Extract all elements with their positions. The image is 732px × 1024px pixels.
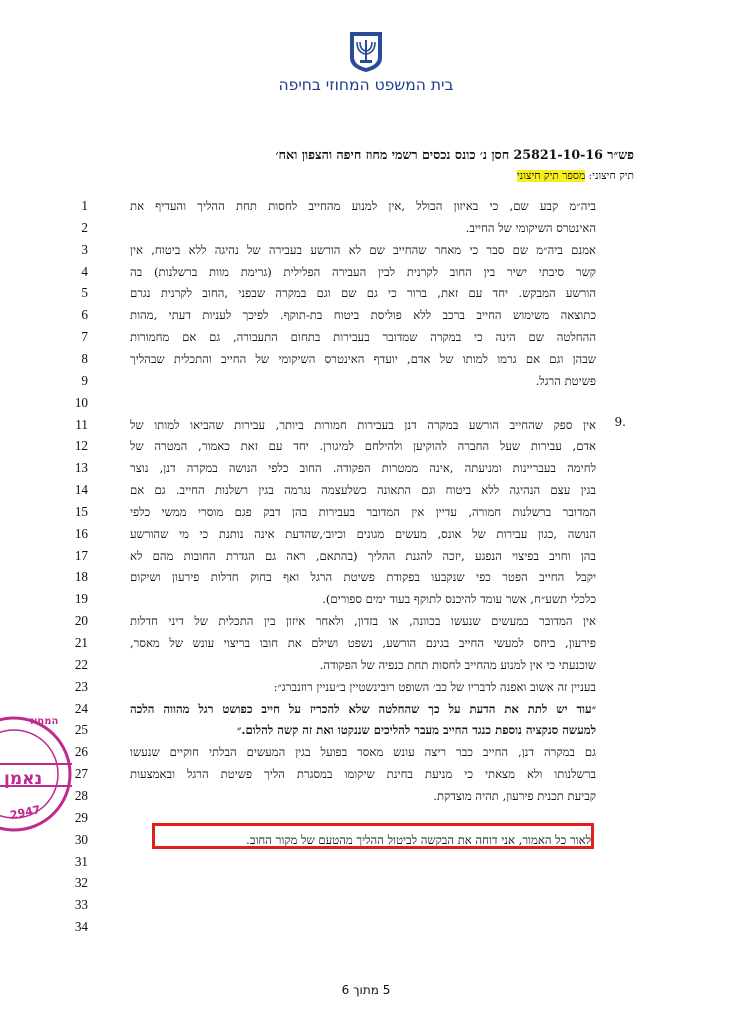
text-line: בעניין זה אשוב ואפנה לדבריו של כב׳ השופט רובינשטיין ב״עניין רוזנברג״: [273, 679, 596, 694]
text-line: כתוצאה משימוש החייב ברכב ללא פוליסת ביטוח בת-תוקף. לפיכך לעניות דעתי ,מהות [130, 308, 596, 323]
text-line: למעשה סנקציה נוספת כנגד החייב מעבר להליכים שננקטו ואת זה קשה להלום.״ [237, 723, 596, 738]
line-number: 15 [74, 503, 88, 519]
external-file-row [517, 170, 634, 182]
text-line: הורשע המבקש. יחד עם זאת, ברור כי גם שם וגם במקרה שבפני ,החוב לקרנית נגרם [130, 286, 596, 301]
highlight-box [152, 823, 594, 849]
line-number: 34 [74, 919, 88, 935]
line-number: 1 [81, 198, 88, 213]
line-number: 30 [74, 831, 88, 847]
line-number: 14 [74, 482, 88, 498]
text-line: לחימה בעבריינות ומניעתה ,אינה ממטרות הפקודה. החוב כלפי הנושה במקרה דנן, נוצר [130, 461, 596, 476]
text-line: כלכלי תשע״ח, אשר עומד להיכנס לתוקף בעוד ימים ספורים). [322, 592, 596, 607]
line-number: 17 [74, 547, 88, 563]
text-line: ברשלנותו ולא מצאתי כי מניעת בחינת שיקומו במסגרת הליך פשיטת הרגל ובאמצעות [130, 767, 596, 782]
text-line: פירעון, ביחס למעשי החייב בגינם הורשע, נשפט ושילם את חובו בריצוי עונש של מאסר, [130, 636, 596, 650]
line-number: 12 [74, 438, 88, 454]
line-number: 25 [74, 722, 88, 738]
text-line: אין ספק שהחייב הורשע במקרה דנן בעבירות חמורות ביותר, עבירות שהביאו למותו של [130, 417, 596, 432]
state-emblem-icon [348, 30, 384, 74]
page-footer: 5 מתוך 6 [341, 983, 391, 997]
text-line: שוכנעתי כי אין למנוע מהחייב לחסות תחת כנפיה של הפקודה. [319, 657, 596, 672]
court-name: בית המשפט המחוזי בחיפה [278, 76, 454, 94]
line-number: 32 [74, 875, 88, 891]
line-number: 10 [74, 394, 88, 410]
external-file-label: תיק חיצוני: [588, 170, 634, 182]
line-number: 7 [81, 329, 88, 345]
line-number: 9 [81, 372, 88, 388]
text-line: הנושה ,כגון עבירות של אונס, מעשים מגונים וכיוב׳,שהדעת אינה נותנת כי מי שהורשע [130, 526, 596, 541]
text-line: קביעת תכנית פירעון, תהיה מוצדקת. [433, 788, 596, 803]
line-number: 20 [74, 613, 88, 629]
text-line: גם במקרה דנן, החייב כבר ריצה עונש מאסר בפועל בגין המעשים הבלתי חוקיים שנעשו [130, 745, 596, 760]
line-number: 21 [74, 635, 88, 650]
text-line: אמנם ביה״מ שם סבר כי מאחר שהחייב שם לא הורשע בעבירה של נהיגה ללא ביטוח, אין [130, 242, 596, 257]
line-number: 16 [74, 525, 88, 541]
text-line: פשיטת הרגל. [535, 373, 596, 388]
text-line: שבהן וגם אם גרמו למותו של אדם, יועדף האינטרס השיקומי של החייב והתכלית שבהליך [130, 351, 596, 366]
line-number: 29 [74, 809, 88, 825]
text-line: יקבל החייב הפטר כפי שנקבעו בפקודת פשיטת הרגל ואף בחוק חדלות פירעון ושיקום [130, 570, 596, 585]
line-number: 22 [74, 656, 88, 672]
line-number: 23 [74, 678, 88, 694]
line-number: 5 [81, 285, 88, 301]
line-number: 11 [75, 416, 88, 432]
paragraph-number: 9. [614, 415, 626, 429]
text-line: בגין עצם הנהיגה ללא ביטוח וגם התאונה כשלעצמה נגרמה בגין רשלנות החייב. גם אם [130, 483, 596, 498]
line-number: 33 [74, 897, 88, 913]
line-number: 8 [81, 350, 88, 366]
text-line: לאור כל האמור, אני דוחה את הבקשה לביטול ההליך מהטעם של מקור החוב. [246, 832, 591, 847]
line-number: 19 [74, 591, 88, 607]
text-line: ביה״מ קבע שם, כי באיזון הכולל ,אין למנוע מהחייב לחסות תחת ההליך והעדיף את [130, 199, 596, 213]
line-number: 4 [81, 263, 88, 279]
line-number: 2 [81, 219, 88, 235]
line-number: 28 [74, 787, 88, 803]
stamp-text-mid: נאמן [4, 769, 43, 789]
line-number: 27 [74, 766, 88, 782]
text-line: האינטרס השיקומי של החייב. [465, 220, 596, 235]
line-number: 3 [81, 241, 88, 257]
text-line: אין המדובר במעשים שנעשו בכוונה, או בזדון, ולאחר איזון בין התכלית של דיני חדלות [130, 614, 596, 629]
text-line: בהן וחויב בפיצוי הנפגע ,יזכה להגנת ההליך (בהתאם, ראה גם הגדרת החובות מהם לא [130, 548, 596, 563]
stamp-text-bottom: 2947 [8, 802, 42, 823]
line-number: 31 [74, 853, 88, 869]
line-number: 6 [81, 307, 88, 323]
line-number: 13 [74, 460, 88, 476]
text-line: אדם, עבירות שעל החברה להוקיען ולהילחם למיגורן. יחד עם זאת כאמור, המטרה של [130, 439, 596, 454]
external-file-value: מספר תיק חיצוני [517, 170, 586, 182]
text-line: המדובר ברשלנות חמורה, עדיין אין המדובר בעבירות בהן דבק פגם מוסרי ממשי כלפי [130, 504, 596, 519]
text-line: קשר סיבתי ישיר בין החוב לקרנית לבין העבירה הפלילית (גרימת מוות ברשלנות) בה [130, 264, 596, 279]
text-line: ההחלטה שם הינה כי במקרה שמדובר בעבירות בתחום התעבורה, גם אם מחמורות [130, 330, 596, 345]
line-number: 24 [74, 700, 88, 716]
line-number: 26 [74, 744, 88, 760]
text-line: ״עוד יש לתת את הדעת על כך שהחלטה שלא להכריז על חייב כפושט רגל מהווה הלכה [130, 701, 596, 716]
case-title: פש״ר 25821-10-16 חסן נ׳ כונס נכסים רשמי מחוז חיפה והצפון ואח׳ [275, 147, 634, 162]
stamp-text-top: המחוז [30, 716, 59, 727]
line-number: 18 [74, 569, 88, 585]
